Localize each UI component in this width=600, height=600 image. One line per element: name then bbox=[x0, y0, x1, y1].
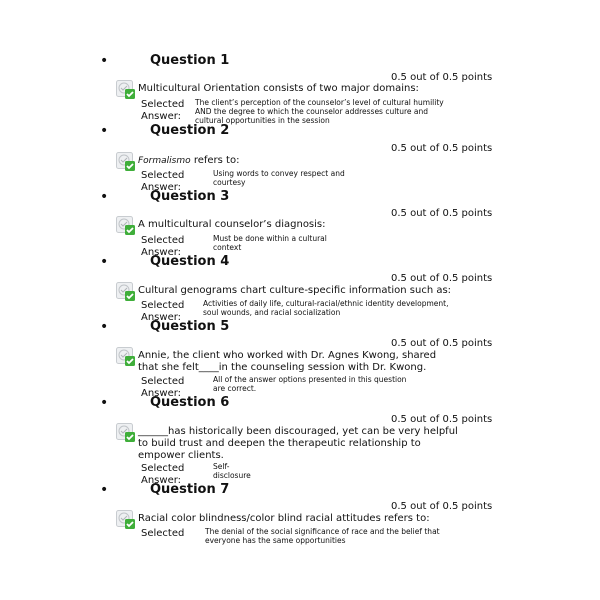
selected-answer-text: All of the answer options presented in this question are correct. bbox=[213, 375, 407, 393]
question-text: Annie, the client who worked with Dr. Agnes Kwong, shared that she felt____in the counseling session with Dr. Kwong. bbox=[138, 350, 437, 373]
points-score: 0.5 out of 0.5 points bbox=[391, 501, 493, 512]
correct-check-icon bbox=[116, 282, 136, 302]
question-heading: Question 1 bbox=[150, 53, 230, 68]
question-heading: Question 3 bbox=[150, 189, 230, 204]
bullet: • bbox=[100, 395, 109, 411]
correct-check-icon bbox=[116, 80, 136, 100]
points-score: 0.5 out of 0.5 points bbox=[391, 414, 493, 425]
question-text: Cultural genograms chart culture-specific information such as: bbox=[138, 285, 452, 296]
answer-label: Answer: bbox=[141, 312, 182, 323]
selected-answer-text: The denial of the social significance of race and the belief that everyone has the same opportunities bbox=[205, 527, 440, 545]
selected-label: Selected bbox=[141, 463, 185, 474]
correct-check-icon bbox=[116, 152, 136, 172]
bullet: • bbox=[100, 254, 109, 270]
correct-check-icon bbox=[116, 216, 136, 236]
answer-label: Answer: bbox=[141, 475, 182, 486]
question-text: Racial color blindness/color blind racial attitudes refers to: bbox=[138, 513, 430, 524]
question-heading: Question 6 bbox=[150, 395, 230, 410]
selected-label: Selected bbox=[141, 99, 185, 110]
correct-check-icon bbox=[116, 423, 136, 443]
answer-label: Answer: bbox=[141, 247, 182, 258]
question-text: ______has historically been discouraged, yet can be very helpful to build trust and deepen the therapeutic relationship to empower clients. bbox=[138, 426, 458, 461]
answer-label: Answer: bbox=[141, 388, 182, 399]
selected-answer-text: The client’s perception of the counselor’s level of cultural humility AND the degree to which the counselor addresses culture and cultural opportunities in the session bbox=[195, 98, 444, 125]
selected-label: Selected bbox=[141, 170, 185, 181]
answer-label: Answer: bbox=[141, 182, 182, 193]
bullet: • bbox=[100, 189, 109, 205]
correct-check-icon bbox=[116, 347, 136, 367]
selected-answer-text: Self-disclosure bbox=[213, 462, 251, 480]
question-heading: Question 2 bbox=[150, 123, 230, 138]
question-heading: Question 4 bbox=[150, 254, 230, 269]
selected-answer-text: Using words to convey respect and courtesy bbox=[213, 169, 345, 187]
selected-label: Selected bbox=[141, 235, 185, 246]
bullet: • bbox=[100, 53, 109, 69]
answer-label: Answer: bbox=[141, 111, 182, 122]
correct-check-icon bbox=[116, 510, 136, 530]
question-text-rest: refers to: bbox=[190, 155, 240, 166]
selected-label: Selected bbox=[141, 376, 185, 387]
question-text: Multicultural Orientation consists of two major domains: bbox=[138, 83, 419, 94]
selected-answer-label bbox=[141, 99, 184, 123]
bullet: • bbox=[100, 319, 109, 335]
selected-label: Selected bbox=[141, 300, 185, 311]
bullet: • bbox=[100, 123, 109, 139]
selected-label: Selected bbox=[141, 528, 185, 539]
selected-answer-text: Activities of daily life, cultural-racial/ethnic identity development, soul wounds, and racial socialization bbox=[203, 299, 449, 317]
points-score: 0.5 out of 0.5 points bbox=[391, 208, 493, 219]
selected-answer-label bbox=[141, 528, 184, 540]
question-heading: Question 5 bbox=[150, 319, 230, 334]
question-text: A multicultural counselor’s diagnosis: bbox=[138, 219, 326, 230]
selected-answer-text: Must be done within a cultural context bbox=[213, 234, 327, 252]
bullet: • bbox=[100, 482, 109, 498]
italic-term: Formalismo bbox=[138, 156, 191, 166]
points-score: 0.5 out of 0.5 points bbox=[391, 72, 493, 83]
points-score: 0.5 out of 0.5 points bbox=[391, 143, 493, 154]
question-heading: Question 7 bbox=[150, 482, 230, 497]
points-score: 0.5 out of 0.5 points bbox=[391, 273, 493, 284]
points-score: 0.5 out of 0.5 points bbox=[391, 338, 493, 349]
question-text bbox=[138, 155, 458, 167]
